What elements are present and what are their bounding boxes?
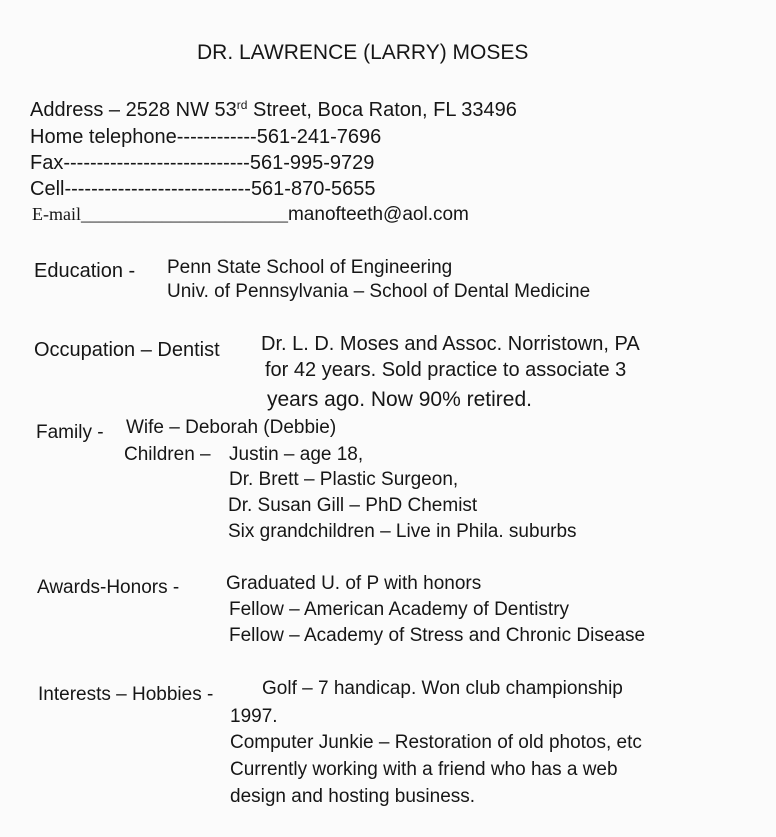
interests-line-4: Currently working with a friend who has a web bbox=[230, 759, 618, 780]
home-phone-label: Home telephone------------ bbox=[30, 126, 257, 148]
interests-line-1: Golf – 7 handicap. Won club championship bbox=[262, 678, 623, 699]
fax-value: 561-995-9729 bbox=[249, 152, 375, 174]
page-title: DR. LAWRENCE (LARRY) MOSES bbox=[197, 41, 529, 64]
cell-line bbox=[30, 179, 376, 199]
family-label: Family - bbox=[36, 422, 104, 443]
family-children-label: Children – bbox=[124, 444, 211, 465]
family-child-1: Justin – age 18, bbox=[229, 444, 364, 465]
cell-label: Cell---------------------------- bbox=[30, 178, 251, 200]
interests-line-3: Computer Junkie – Restoration of old photos, etc bbox=[230, 732, 642, 753]
occupation-line-3: years ago. Now 90% retired. bbox=[267, 388, 532, 411]
address-rest: Street, Boca Raton, FL 33496 bbox=[247, 99, 517, 121]
interests-line-2: 1997. bbox=[230, 706, 278, 727]
fax-line bbox=[30, 153, 374, 173]
occupation-label: Occupation – Dentist bbox=[34, 339, 220, 361]
email-value: manofteeth@aol.com bbox=[287, 204, 469, 225]
cell-value: 561-870-5655 bbox=[250, 178, 376, 200]
education-line-1: Penn State School of Engineering bbox=[167, 257, 453, 278]
address-ordinal: rd bbox=[236, 98, 248, 112]
home-phone-line bbox=[30, 127, 381, 147]
address-line bbox=[30, 100, 517, 120]
occupation-line-1: Dr. L. D. Moses and Assoc. Norristown, PA bbox=[261, 333, 640, 355]
awards-line-3: Fellow – Academy of Stress and Chronic Disease bbox=[229, 625, 646, 646]
education-label: Education - bbox=[34, 260, 136, 282]
fax-label: Fax---------------------------- bbox=[30, 152, 250, 174]
family-child-3: Dr. Susan Gill – PhD Chemist bbox=[228, 495, 478, 516]
education-line-2: Univ. of Pennsylvania – School of Dental Medicine bbox=[167, 281, 591, 302]
interests-line-5: design and hosting business. bbox=[230, 786, 476, 807]
occupation-line-2: for 42 years. Sold practice to associate 3 bbox=[265, 359, 627, 381]
email-line bbox=[32, 205, 469, 224]
family-wife: Wife – Deborah (Debbie) bbox=[126, 417, 337, 438]
home-phone-value: 561-241-7696 bbox=[256, 126, 382, 148]
awards-line-2: Fellow – American Academy of Dentistry bbox=[229, 599, 570, 620]
family-child-2: Dr. Brett – Plastic Surgeon, bbox=[229, 469, 459, 490]
awards-label: Awards-Honors - bbox=[37, 577, 180, 598]
email-label: E-mail_______________________ bbox=[32, 204, 288, 224]
awards-line-1: Graduated U. of P with honors bbox=[226, 573, 482, 594]
family-grandchildren: Six grandchildren – Live in Phila. suburbs bbox=[228, 521, 577, 542]
interests-label: Interests – Hobbies - bbox=[38, 684, 214, 705]
address-prefix: Address – 2528 NW 53 bbox=[30, 99, 237, 121]
